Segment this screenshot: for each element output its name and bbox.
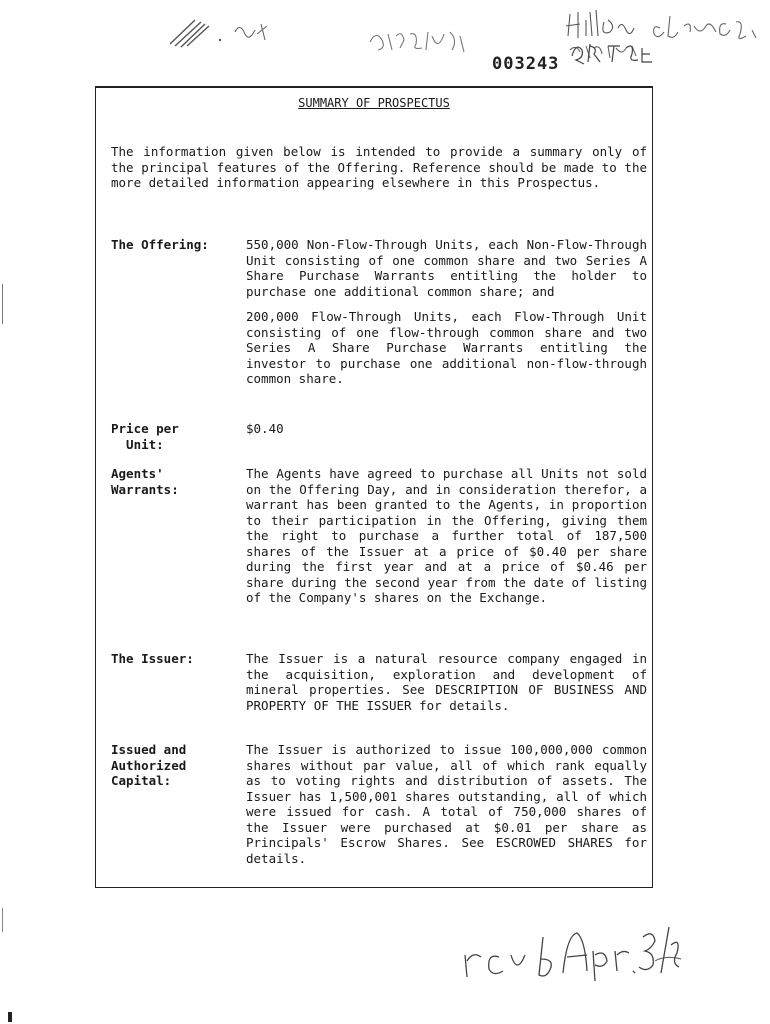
handwriting-left-scribble xyxy=(165,12,285,52)
summary-title: SUMMARY OF PROSPECTUS xyxy=(298,96,450,110)
section-term: The Issuer: xyxy=(111,651,194,666)
section-term: Price per Unit: xyxy=(111,421,179,452)
stamp-overlap-scribble xyxy=(568,36,658,66)
section-term: Issued and Authorized Capital: xyxy=(111,742,187,788)
section-paragraph: The Agents have agreed to purchase all Units not sold on the Offering Day, and in consideration therefor, a warrant has been granted to the Agents, in proportion to their participation in the Offering, giving them the right to purchase a further total of 187,500 shares of the Issuer at a price of $0.40 per share during the first year and at a price of $0.46 per share during the second year from the date of listing of the Company's shares on the Exchange. xyxy=(246,466,647,605)
section-description xyxy=(246,421,647,437)
handwriting-received-note xyxy=(455,915,685,985)
margin-mark xyxy=(2,908,3,932)
handwriting-center-scribble xyxy=(366,22,486,58)
section-term: Agents' Warrants: xyxy=(111,466,179,497)
section-paragraph: The Issuer is authorized to issue 100,000,000 common shares without par value, all of which rank equally as to voting rights and distribution of assets. The Issuer has 1,500,001 shares outstanding, all of which were issued for cash. A total of 750,000 shares of the Issuer were purchased at $0.01 per share as Principals' Escrow Shares. See ESCROWED SHARES for details. xyxy=(246,742,647,866)
section-description xyxy=(246,742,647,866)
intro-paragraph: The information given below is intended to provide a summary only of the principal features of the Offering. Reference should be made to the more detailed information appearing elsewhere in this Prospectus. xyxy=(111,144,647,190)
section-paragraph: The Issuer is a natural resource company engaged in the acquisition, exploration and development of mineral properties. See DESCRIPTION OF BUSINESS AND PROPERTY OF THE ISSUER for details. xyxy=(246,651,647,713)
section-paragraph: 550,000 Non-Flow-Through Units, each Non-Flow-Through Unit consisting of one common share and two Series A Share Purchase Warrants entitling the holder to purchase one additional common share; and xyxy=(246,237,647,299)
section-description xyxy=(246,237,647,387)
margin-mark xyxy=(2,284,3,324)
document-number: 003243 xyxy=(492,54,560,74)
section-paragraph: $0.40 xyxy=(246,421,284,436)
section-paragraph: 200,000 Flow-Through Units, each Flow-Through Unit consisting of one flow-through common share and two Series A Share Purchase Warrants entitling the investor to purchase one additional non-flow-through common share. xyxy=(246,309,647,386)
section-description xyxy=(246,466,647,606)
margin-mark xyxy=(8,1012,12,1022)
section-description xyxy=(246,651,647,713)
section-term: The Offering: xyxy=(111,237,209,252)
